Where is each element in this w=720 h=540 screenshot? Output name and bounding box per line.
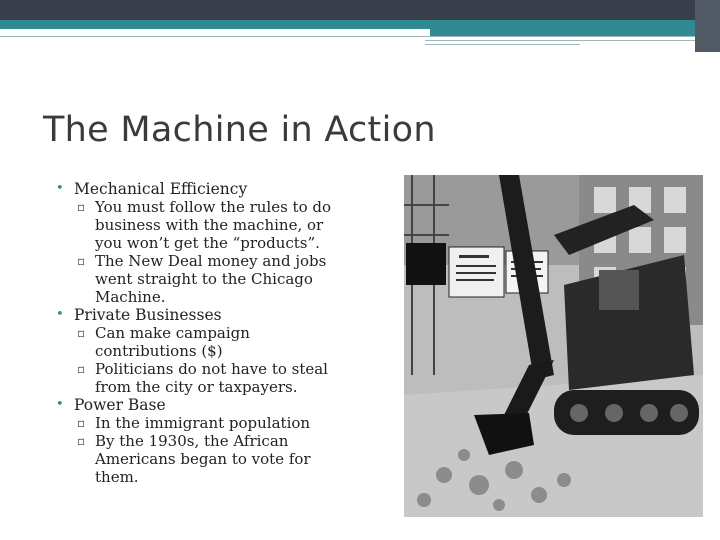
sub-bullet-icon: ▫ xyxy=(77,362,86,376)
photo-illustration xyxy=(404,175,703,517)
bullet-dot-icon: • xyxy=(56,181,64,196)
sub-bullet-item xyxy=(56,324,355,360)
sub-bullet-item xyxy=(56,414,355,432)
sub-bullet-icon: ▫ xyxy=(77,416,86,430)
bullet-text: Private Businesses xyxy=(74,306,222,324)
sub-bullet-text: In the immigrant population xyxy=(95,414,311,432)
bullet-dot-icon: • xyxy=(56,397,64,412)
header-rule xyxy=(425,44,580,45)
sub-bullet-item xyxy=(56,198,355,252)
steam-shovel-photo xyxy=(404,175,703,517)
sub-bullet-text: Can make campaign contributions ($) xyxy=(95,324,250,360)
header-rule xyxy=(0,36,720,37)
header-band-accent-right xyxy=(430,29,720,36)
header-band-accent xyxy=(0,20,720,29)
sub-bullet-text: Politicians do not have to steal from the city or taxpayers. xyxy=(95,360,328,396)
sub-bullet-item xyxy=(56,432,355,486)
sub-bullet-text: By the 1930s, the African Americans began to vote for them. xyxy=(95,432,311,486)
header-corner-block xyxy=(695,0,720,52)
bullet-text: Power Base xyxy=(74,396,166,414)
sub-bullet-icon: ▫ xyxy=(77,200,86,214)
sub-bullet-icon: ▫ xyxy=(77,326,86,340)
bullet-list xyxy=(56,180,376,486)
sub-bullet-text: The New Deal money and jobs went straight to the Chicago Machine. xyxy=(95,252,327,306)
slide-title: The Machine in Action xyxy=(43,110,436,150)
header-band xyxy=(0,0,720,50)
bullet-dot-icon: • xyxy=(56,307,64,322)
bullet-item xyxy=(56,180,376,198)
bullet-item xyxy=(56,396,376,414)
header-rule xyxy=(425,40,695,41)
sub-bullet-icon: ▫ xyxy=(77,434,86,448)
sub-bullet-icon: ▫ xyxy=(77,254,86,268)
sub-bullet-item xyxy=(56,360,355,396)
bullet-item xyxy=(56,306,376,324)
bullet-text: Mechanical Efficiency xyxy=(74,180,248,198)
sub-bullet-item xyxy=(56,252,355,306)
header-band-dark xyxy=(0,0,720,20)
sub-bullet-text: You must follow the rules to do business with the machine, or you won’t get the “products”. xyxy=(95,198,332,252)
